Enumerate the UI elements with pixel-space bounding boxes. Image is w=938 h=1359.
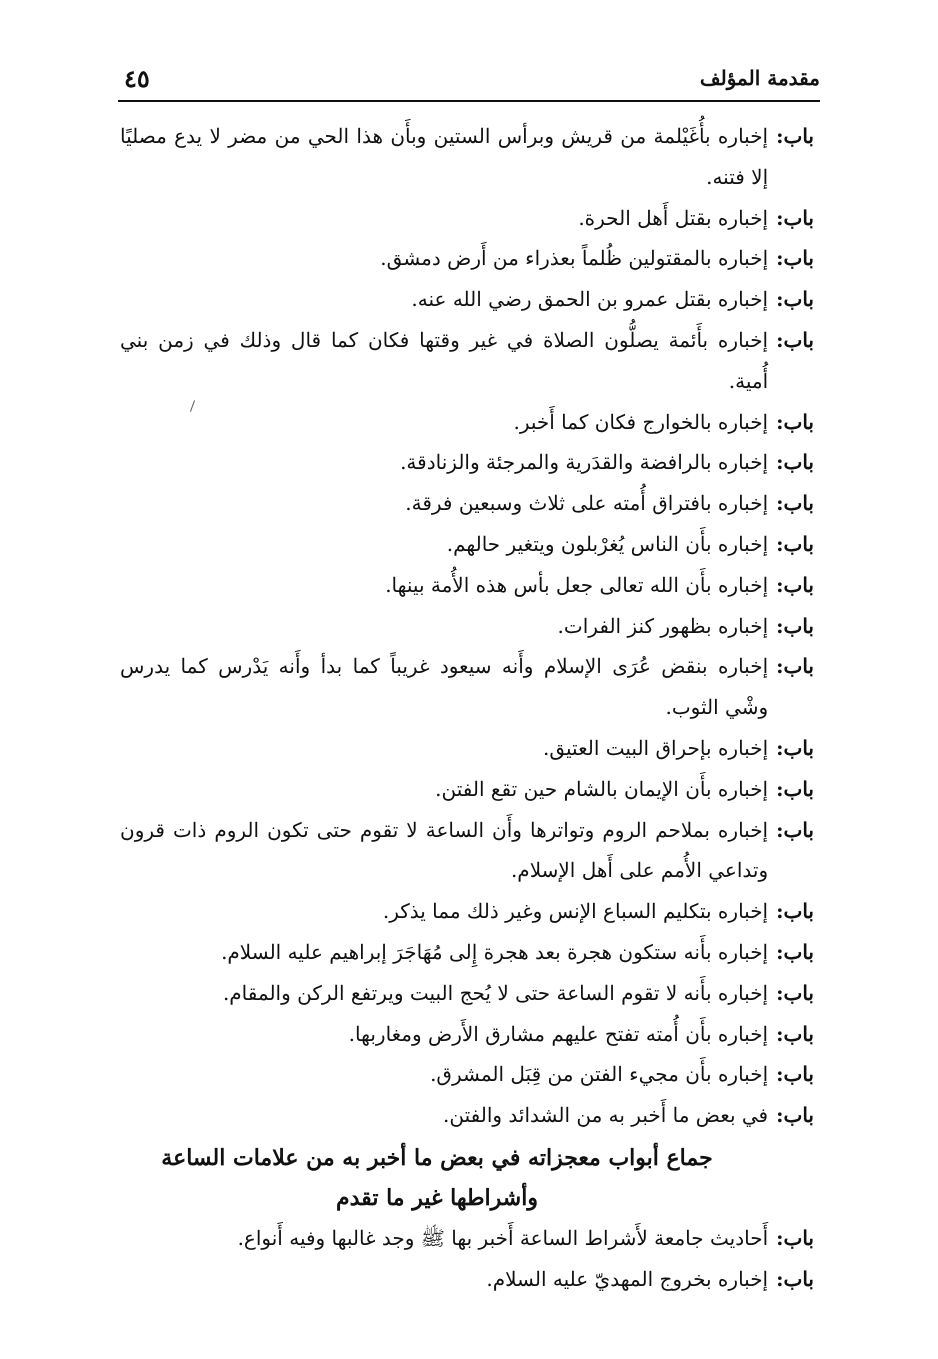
entries-list-part1 bbox=[120, 116, 814, 1136]
entry-text: إخباره بافتراق أُمته على ثلاث وسبعين فرقة. bbox=[405, 491, 769, 516]
page-number: ٤٥ bbox=[124, 64, 150, 93]
entry-text: إخباره بنقض عُرَى الإسلام وأَنه سيعود غريباً كما بدأ وأَنه يَدْرس كما يدرس وشْي الثوب. bbox=[120, 654, 769, 720]
toc-entry bbox=[120, 442, 814, 483]
entry-text: إخباره بملاحم الروم وتواترها وأَن الساعة لا تقوم حتى تكون الروم ذات قرون وتداعي الأُمم على أَهل الإسلام. bbox=[120, 817, 769, 883]
entry-label: باب: bbox=[776, 1266, 814, 1291]
entry-label: باب: bbox=[776, 572, 814, 597]
entry-text: إخباره بأَن الله تعالى جعل بأس هذه الأُمة بينها. bbox=[385, 572, 769, 597]
toc-entry bbox=[120, 524, 814, 565]
entry-text: إخباره بأُغَيْلمة من قريش وبرأس الستين وبأَن هذا الحي من مضر لا يدع مصليًا إلا فتنه. bbox=[120, 124, 769, 189]
entry-label: باب: bbox=[776, 287, 814, 312]
entry-label: باب: bbox=[776, 1021, 814, 1046]
toc-entry bbox=[120, 198, 814, 239]
toc-entry bbox=[120, 116, 814, 198]
entry-label: باب: bbox=[776, 899, 814, 924]
toc-entry bbox=[120, 606, 814, 647]
entry-text: إخباره بإحراق البيت العتيق. bbox=[542, 735, 769, 760]
toc-entry bbox=[120, 320, 814, 402]
entry-text: إخباره بالرافضة والقدَرية والمرجئة والزنادقة. bbox=[400, 450, 769, 475]
header-rule bbox=[118, 100, 820, 102]
entry-label: باب: bbox=[776, 735, 814, 760]
entry-text: إخباره بأَنه لا تقوم الساعة حتى لا يُحج البيت ويرتفع الركن والمقام. bbox=[222, 980, 769, 1005]
toc-entry bbox=[120, 810, 814, 892]
entry-label: باب: bbox=[776, 980, 814, 1005]
toc-entry bbox=[120, 769, 814, 810]
entry-text: إخباره بخروج المهديّ عليه السلام. bbox=[486, 1266, 769, 1291]
toc-entry bbox=[120, 279, 814, 320]
toc-entry bbox=[120, 891, 814, 932]
entry-text: إخباره بأَن مجيء الفتن من قِبَل المشرق. bbox=[430, 1062, 769, 1087]
entry-label: باب: bbox=[776, 776, 814, 801]
section-heading-line1: جماع أبواب معجزاته في بعض ما أخبر به من علامات الساعة bbox=[161, 1144, 713, 1171]
entry-label: باب: bbox=[776, 450, 814, 475]
section-heading bbox=[120, 1136, 814, 1218]
entry-text: في بعض ما أَخبر به من الشدائد والفتن. bbox=[442, 1103, 769, 1128]
toc-entry bbox=[120, 1014, 814, 1055]
entry-label: باب: bbox=[776, 654, 814, 679]
entry-label: باب: bbox=[776, 1062, 814, 1087]
entry-label: باب: bbox=[776, 124, 814, 148]
entry-label: باب: bbox=[776, 327, 814, 352]
toc-entry bbox=[120, 1259, 814, 1300]
toc-entry bbox=[120, 728, 814, 769]
entry-label: باب: bbox=[776, 491, 814, 516]
section-heading-line2: وأشراطها غير ما تقدم bbox=[336, 1184, 538, 1211]
entry-label: باب: bbox=[776, 613, 814, 638]
toc-entry bbox=[120, 973, 814, 1014]
toc-entry bbox=[120, 483, 814, 524]
page-header bbox=[118, 62, 820, 102]
entry-text: إخباره بقتل أَهل الحرة. bbox=[578, 205, 769, 230]
entry-label: باب: bbox=[776, 409, 814, 434]
toc-entry bbox=[120, 932, 814, 973]
entry-text: إخباره بأَن الناس يُغرْبلون ويتغير حالهم. bbox=[446, 531, 769, 556]
toc-entry bbox=[120, 1218, 814, 1259]
entry-label: باب: bbox=[776, 531, 814, 556]
entries-list-part2 bbox=[120, 1218, 814, 1300]
entry-label: باب: bbox=[776, 1103, 814, 1128]
entry-text: إخباره بقتل عمرو بن الحمق رضي الله عنه. bbox=[411, 287, 769, 312]
entry-label: باب: bbox=[776, 205, 814, 230]
toc-entry bbox=[120, 238, 814, 279]
entry-label: باب: bbox=[776, 817, 814, 842]
toc-entry bbox=[120, 1054, 814, 1095]
entry-label: باب: bbox=[776, 1225, 814, 1250]
toc-entry bbox=[120, 646, 814, 728]
table-of-contents bbox=[120, 116, 814, 1300]
toc-entry bbox=[120, 402, 814, 443]
toc-entry bbox=[120, 565, 814, 606]
entry-text: أَحاديث جامعة لأَشراط الساعة أَخبر بها ﷺ وجد غالبها وفيه أَنواع. bbox=[237, 1225, 769, 1250]
entry-text: إخباره بأَن أُمته تفتح عليهم مشارق الأَرض ومغاربها. bbox=[348, 1021, 769, 1046]
entry-text: إخباره بالمقتولين ظُلماً بعذراء من أَرض دمشق. bbox=[380, 246, 769, 271]
entry-text: إخباره بظهور كنز الفرات. bbox=[557, 613, 769, 638]
entry-text: إخباره بأَئمة يصلُّون الصلاة في غير وقتها فكان كما قال وذلك في زمن بني أُمية. bbox=[120, 327, 769, 393]
toc-entry bbox=[120, 1095, 814, 1136]
entry-label: باب: bbox=[776, 246, 814, 271]
entry-label: باب: bbox=[776, 939, 814, 964]
entry-text: إخباره بتكليم السباع الإنس وغير ذلك مما يذكر. bbox=[382, 899, 769, 924]
entry-text: إخباره بأَنه ستكون هجرة بعد هجرة إِلى مُهَاجَرَ إبراهيم عليه السلام. bbox=[221, 939, 769, 964]
entry-text: إخباره بالخوارج فكان كما أَخبر. bbox=[513, 409, 769, 434]
entry-text: إخباره بأَن الإيمان بالشام حين تقع الفتن. bbox=[435, 776, 769, 801]
running-title: مقدمة المؤلف bbox=[699, 66, 820, 90]
